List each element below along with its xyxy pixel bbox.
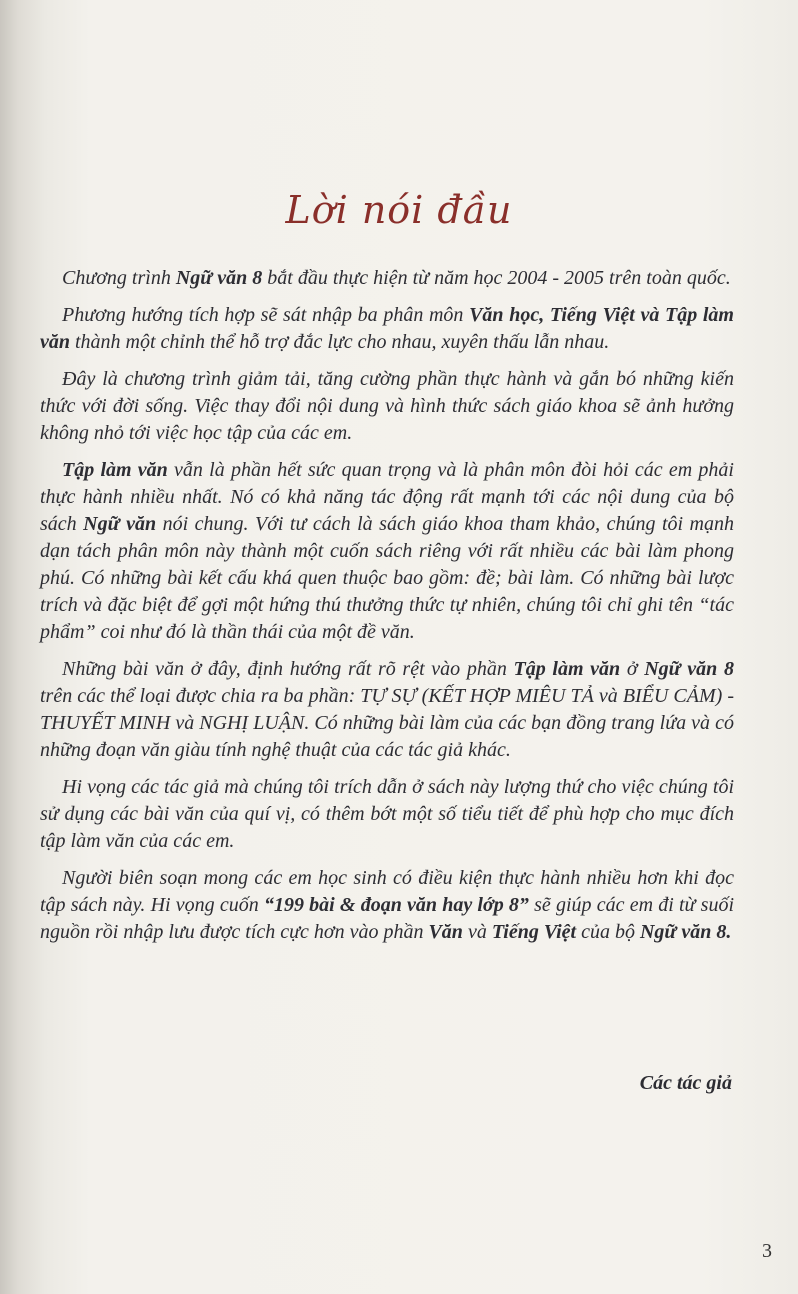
preface-body bbox=[40, 265, 734, 956]
page-number: 3 bbox=[762, 1240, 772, 1262]
bold-text: Văn bbox=[428, 921, 463, 943]
text-run: trên các thể loại được chia ra ba phần: TỰ SỰ (KẾT HỢP MIÊU TẢ và BIỂU CẢM) - THUYẾT MINH và NGHỊ LUẬN. Có những bài làm của các bạn đồng trang lứa và có những đoạn văn giàu tính nghệ thuật của các tác giả khác. bbox=[40, 685, 734, 761]
text-run: vẫn là phần hết sức quan trọng và là phân môn đòi hỏi các em phải thực hành nhiều nhất. Nó có khả năng tác động rất mạnh tới các nội dung của bộ sách bbox=[40, 459, 734, 535]
text-run: ở bbox=[620, 658, 645, 680]
text-run: thành một chỉnh thể hỗ trợ đắc lực cho nhau, xuyên thấu lẫn nhau. bbox=[70, 331, 610, 353]
text-run: nói chung. Với tư cách là sách giáo khoa tham khảo, chúng tôi mạnh dạn tách phân môn này thành một cuốn sách riêng với rất nhiều các bài làm phong phú. Có những bài kết cấu khá quen thuộc bao gồm: đề; bài làm. Có những bài lược trích và đặc biệt để gợi một hứng thú thưởng thức tự nhiên, chúng tôi chỉ ghi tên “tác phẩm” coi như đó là thần thái của một đề văn. bbox=[40, 513, 734, 643]
bold-text: Ngữ văn bbox=[83, 513, 157, 535]
bold-text: Tập làm văn bbox=[513, 658, 621, 680]
bold-text: Tập làm văn bbox=[62, 459, 168, 481]
signature: Các tác giả bbox=[639, 1072, 732, 1094]
paragraph bbox=[40, 265, 734, 292]
bold-text: Tiếng Việt bbox=[491, 921, 577, 943]
text-run: sẽ giúp các em đi từ suối nguồn rồi nhập lưu được tích cực hơn vào phần bbox=[40, 894, 734, 943]
text-run: bắt đầu thực hiện từ năm học 2004 - 2005 trên toàn quốc. bbox=[262, 267, 731, 289]
bold-text: Văn học, Tiếng Việt và Tập làm văn bbox=[40, 304, 734, 353]
text-run: và bbox=[462, 921, 492, 943]
paragraph bbox=[40, 302, 734, 356]
paragraph bbox=[40, 774, 734, 855]
paragraph bbox=[40, 457, 734, 646]
text-run: Những bài văn ở đây, định hướng rất rõ rệt vào phần bbox=[62, 658, 514, 680]
text-run: Chương trình bbox=[62, 267, 176, 289]
bold-text: Ngữ văn 8. bbox=[639, 921, 732, 943]
paragraph bbox=[40, 656, 734, 764]
text-run: Đây là chương trình giảm tải, tăng cường phần thực hành và gắn bó những kiến thức với đời sống. Việc thay đổi nội dung và hình thức sách giáo khoa sẽ ảnh hưởng không nhỏ tới việc học tập của các em. bbox=[40, 368, 734, 444]
text-run: Người biên soạn mong các em học sinh có điều kiện thực hành nhiều hơn khi đọc tập sách này. Hi vọng cuốn bbox=[40, 867, 734, 916]
bold-text: Ngữ văn 8 bbox=[175, 267, 263, 289]
bold-text: “199 bài & đoạn văn hay lớp 8” bbox=[263, 894, 529, 916]
paragraph bbox=[40, 865, 734, 946]
bold-text: Ngữ văn 8 bbox=[644, 658, 734, 680]
paragraph bbox=[40, 366, 734, 447]
text-run: Phương hướng tích hợp sẽ sát nhập ba phân môn bbox=[62, 304, 470, 326]
text-run: Hi vọng các tác giả mà chúng tôi trích dẫn ở sách này lượng thứ cho việc chúng tôi sử dụng các bài văn của quí vị, có thêm bớt một số tiểu tiết để phù hợp cho mục đích tập làm văn của các em. bbox=[40, 776, 734, 852]
text-run: của bộ bbox=[576, 921, 640, 943]
page-title: Lời nói đầu bbox=[285, 188, 513, 232]
